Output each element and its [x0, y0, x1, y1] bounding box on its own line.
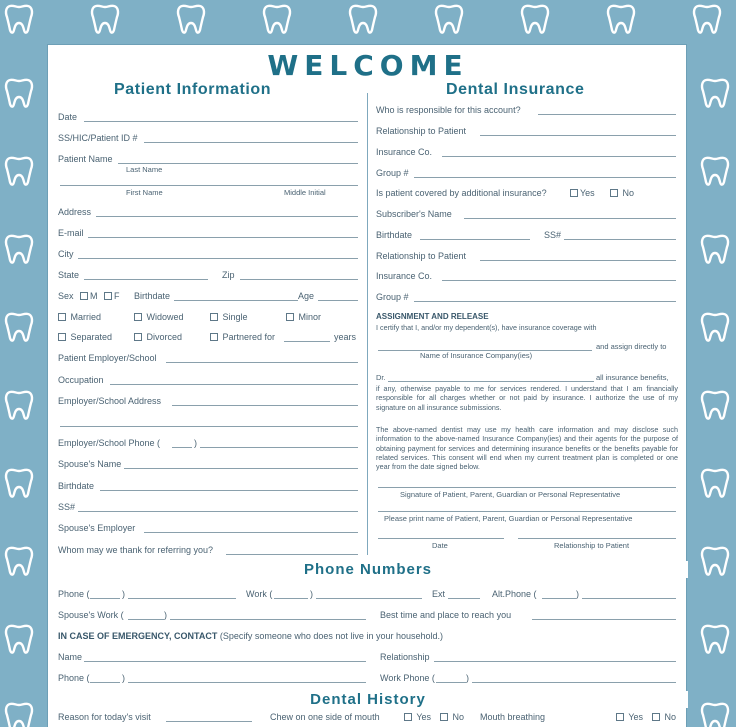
ssn-label: SS/HIC/Patient ID #: [58, 133, 138, 143]
email-label: E-mail: [58, 228, 84, 238]
tooth-icon: [2, 232, 36, 266]
sign-date-field[interactable]: [378, 538, 504, 539]
sex-row: [58, 291, 120, 301]
reason-field[interactable]: [166, 721, 252, 722]
employer-field[interactable]: [166, 362, 358, 363]
sign-relationship-caption: Relationship to Patient: [554, 541, 630, 550]
phone-numbers-heading-wrap: [48, 561, 688, 578]
tooth-icon: [698, 154, 732, 188]
relationship2-field[interactable]: [480, 260, 676, 261]
employer-address-field[interactable]: [172, 405, 358, 406]
tooth-icon: [432, 2, 466, 36]
dental-insurance-heading: Dental Insurance: [446, 81, 585, 98]
breathing-yes-checkbox[interactable]: [616, 713, 624, 721]
dental-history-heading-wrap: [48, 691, 688, 708]
spouse-birthdate-field[interactable]: [100, 490, 358, 491]
additional-yes-option: [570, 188, 595, 198]
birthdate-field[interactable]: [174, 300, 298, 301]
sign-date-caption: Date: [432, 541, 448, 550]
work-paren: ): [310, 589, 313, 599]
tooth-icon: [698, 232, 732, 266]
spouse-employer-label: Spouse's Employer: [58, 523, 136, 533]
chew-no-option: [440, 712, 464, 722]
spouse-birthdate-label: Birthdate: [58, 481, 95, 491]
patient-name-label: Patient Name: [58, 154, 113, 164]
tooth-icon: [2, 154, 36, 188]
chew-yes-checkbox[interactable]: [404, 713, 412, 721]
tooth-icon: [698, 544, 732, 578]
emergency-phone-field[interactable]: [128, 682, 366, 683]
tooth-icon: [346, 2, 380, 36]
sex-m-checkbox[interactable]: [80, 292, 88, 300]
signature-field[interactable]: [378, 487, 676, 488]
insurance-company-caption: Name of Insurance Company(ies): [420, 351, 533, 360]
city-label: City: [58, 249, 74, 259]
tooth-icon: [698, 466, 732, 500]
column-divider: [367, 93, 368, 555]
spouse-work-area-field[interactable]: [128, 619, 164, 620]
work-area-field[interactable]: [274, 598, 308, 599]
group2-field[interactable]: [414, 301, 676, 302]
dr-label: Dr.: [376, 373, 386, 382]
separated-label: Separated: [70, 332, 113, 342]
assignment-title: ASSIGNMENT AND RELEASE: [376, 312, 489, 321]
partnered-option: [210, 332, 275, 342]
additional-no-checkbox[interactable]: [610, 189, 618, 197]
emergency-name-field[interactable]: [84, 661, 366, 662]
employer-phone-field[interactable]: [200, 447, 358, 448]
breathing-no-checkbox[interactable]: [652, 713, 660, 721]
spouse-name-field[interactable]: [124, 468, 358, 469]
years-label: years: [334, 332, 357, 342]
tooth-icon: [2, 700, 36, 727]
additional-yes-checkbox[interactable]: [570, 189, 578, 197]
breathing-yes-label: Yes: [628, 712, 644, 722]
insurance-co2-field[interactable]: [442, 280, 676, 281]
tooth-icon: [698, 310, 732, 344]
partnered-label: Partnered for: [222, 332, 276, 342]
emergency-phone-label: Phone (: [58, 673, 90, 683]
emergency-work-phone-label: Work Phone (: [380, 673, 435, 683]
spouse-work-label: Spouse's Work (: [58, 610, 124, 620]
emergency-relationship-label: Relationship: [380, 652, 430, 662]
employer-phone-label: Employer/School Phone (: [58, 438, 161, 448]
full-name-field[interactable]: [60, 185, 358, 186]
first-name-caption: First Name: [126, 188, 163, 197]
print-name-caption: Please print name of Patient, Parent, Guardian or Personal Representative: [384, 514, 633, 523]
tooth-icon: [2, 466, 36, 500]
employer-address-field-2[interactable]: [60, 426, 358, 427]
tooth-icon: [518, 2, 552, 36]
divorced-label: Divorced: [146, 332, 183, 342]
spouse-employer-field[interactable]: [144, 532, 358, 533]
emergency-heading: IN CASE OF EMERGENCY, CONTACT: [58, 631, 218, 641]
ext-label: Ext: [432, 589, 446, 599]
tooth-icon: [260, 2, 294, 36]
tooth-icon: [2, 2, 36, 36]
tooth-icon: [2, 544, 36, 578]
tooth-icon: [604, 2, 638, 36]
address-field[interactable]: [96, 216, 358, 217]
alt-area-field[interactable]: [542, 598, 576, 599]
referral-field[interactable]: [226, 554, 358, 555]
dental-history-heading: Dental History: [302, 691, 434, 708]
reason-label: Reason for today's visit: [58, 712, 151, 722]
assign-directly-label: and assign directly to: [596, 342, 667, 351]
spouse-ss-label: SS#: [58, 502, 76, 512]
breathing-no-label: No: [664, 712, 677, 722]
sex-label: Sex: [58, 291, 74, 301]
patient-form-sheet: [47, 44, 687, 727]
chew-yes-label: Yes: [416, 712, 432, 722]
additional-no-label: No: [622, 188, 635, 198]
best-time-label: Best time and place to reach you: [380, 610, 512, 620]
occupation-label: Occupation: [58, 375, 104, 385]
phone-paren: ): [122, 589, 125, 599]
tooth-icon: [690, 2, 724, 36]
subscriber-field[interactable]: [464, 218, 676, 219]
employer-phone-area-field[interactable]: [172, 447, 192, 448]
patient-name-field[interactable]: [118, 163, 358, 164]
subscriber-label: Subscriber's Name: [376, 209, 452, 219]
age-field[interactable]: [318, 300, 358, 301]
tooth-icon: [698, 700, 732, 727]
city-field[interactable]: [78, 258, 358, 259]
tooth-icon: [2, 388, 36, 422]
spouse-name-label: Spouse's Name: [58, 459, 122, 469]
group-label: Group #: [376, 168, 409, 178]
spouse-work-paren: ): [164, 610, 167, 620]
married-label: Married: [70, 312, 102, 322]
emergency-phone-paren: ): [122, 673, 125, 683]
group-field[interactable]: [414, 177, 676, 178]
separated-option: [58, 332, 112, 342]
divorced-checkbox[interactable]: [134, 333, 142, 341]
relationship2-label: Relationship to Patient: [376, 251, 467, 261]
occupation-field[interactable]: [110, 384, 358, 385]
phone-label: Phone (: [58, 589, 90, 599]
subscriber-birthdate-field[interactable]: [420, 239, 530, 240]
insurance-co2-label: Insurance Co.: [376, 271, 433, 281]
widowed-option: [134, 312, 184, 322]
married-checkbox[interactable]: [58, 313, 66, 321]
relationship-field[interactable]: [480, 135, 676, 136]
middle-initial-caption: Middle Initial: [284, 188, 326, 197]
subscriber-birthdate-label: Birthdate: [376, 230, 413, 240]
additional-no-option: [610, 188, 634, 198]
emergency-work-area-field[interactable]: [436, 682, 466, 683]
group2-label: Group #: [376, 292, 409, 302]
alt-phone-field[interactable]: [582, 598, 676, 599]
tooth-icon: [698, 622, 732, 656]
widowed-checkbox[interactable]: [134, 313, 142, 321]
insurance-co-label: Insurance Co.: [376, 147, 433, 157]
emergency-relationship-field[interactable]: [434, 661, 676, 662]
responsible-label: Who is responsible for this account?: [376, 105, 521, 115]
emergency-note: (Specify someone who does not live in your household.): [219, 631, 443, 641]
patient-information-heading: Patient Information: [114, 81, 272, 98]
zip-field[interactable]: [240, 279, 358, 280]
phone-numbers-heading: Phone Numbers: [296, 561, 440, 578]
widowed-label: Widowed: [146, 312, 184, 322]
email-field[interactable]: [88, 237, 358, 238]
sex-f-label: F: [114, 291, 120, 301]
spouse-ss-field[interactable]: [78, 511, 358, 512]
tooth-icon: [2, 622, 36, 656]
employer-label: Patient Employer/School: [58, 353, 157, 363]
married-option: [58, 312, 101, 322]
additional-insurance-label: Is patient covered by additional insurance?: [376, 188, 547, 198]
assignment-text-1: I certify that I, and/or my dependent(s), have insurance coverage with: [376, 323, 597, 332]
divorced-option: [134, 332, 182, 342]
separated-checkbox[interactable]: [58, 333, 66, 341]
print-name-field[interactable]: [378, 511, 676, 512]
date-field[interactable]: [84, 121, 358, 122]
alt-paren: ): [576, 589, 579, 599]
spouse-work-field[interactable]: [170, 619, 366, 620]
alt-phone-label: Alt.Phone (: [492, 589, 537, 599]
minor-checkbox[interactable]: [286, 313, 294, 321]
emergency-phone-area-field[interactable]: [90, 682, 120, 683]
address-label: Address: [58, 207, 92, 217]
phone-field[interactable]: [128, 598, 236, 599]
referral-label: Whom may we thank for referring you?: [58, 545, 214, 555]
chew-no-label: No: [452, 712, 465, 722]
insurance-co-field[interactable]: [442, 156, 676, 157]
breathing-yes-option: [616, 712, 643, 722]
all-benefits-label: all insurance benefits,: [596, 373, 669, 382]
zip-label: Zip: [222, 270, 235, 280]
tooth-icon: [698, 76, 732, 110]
page-title: WELCOME: [267, 49, 469, 82]
state-label: State: [58, 270, 80, 280]
sex-f-checkbox[interactable]: [104, 292, 112, 300]
minor-label: Minor: [298, 312, 322, 322]
phone-area-field[interactable]: [90, 598, 120, 599]
last-name-caption: Last Name: [126, 165, 163, 174]
single-option: [210, 312, 248, 322]
tooth-icon: [2, 76, 36, 110]
single-checkbox[interactable]: [210, 313, 218, 321]
single-label: Single: [222, 312, 248, 322]
subscriber-ss-label: SS#: [544, 230, 562, 240]
partnered-years-field[interactable]: [284, 341, 330, 342]
work-phone-field[interactable]: [316, 598, 422, 599]
responsible-field[interactable]: [538, 114, 676, 115]
dentist-name-field[interactable]: [388, 381, 594, 382]
chew-yes-option: [404, 712, 431, 722]
emergency-work-paren: ): [466, 673, 469, 683]
birthdate-label: Birthdate: [134, 291, 171, 301]
sign-relationship-field[interactable]: [518, 538, 676, 539]
date-label: Date: [58, 112, 78, 122]
tooth-icon: [2, 310, 36, 344]
signature-caption: Signature of Patient, Parent, Guardian or Personal Representative: [400, 490, 621, 499]
emergency-work-phone-field[interactable]: [472, 682, 676, 683]
subscriber-ss-field[interactable]: [564, 239, 676, 240]
state-field[interactable]: [84, 279, 208, 280]
ext-field[interactable]: [448, 598, 480, 599]
best-time-field[interactable]: [532, 619, 676, 620]
emergency-row: [58, 631, 443, 641]
breathing-no-option: [652, 712, 676, 722]
employer-address-label: Employer/School Address: [58, 396, 162, 406]
chew-label: Chew on one side of mouth: [270, 712, 380, 722]
ssn-field[interactable]: [144, 142, 358, 143]
sex-m-label: M: [90, 291, 98, 301]
mouth-breathing-label: Mouth breathing: [480, 712, 546, 722]
emergency-name-label: Name: [58, 652, 83, 662]
tooth-icon: [698, 388, 732, 422]
employer-phone-paren: ): [194, 438, 197, 448]
additional-yes-label: Yes: [580, 188, 595, 198]
work-phone-label: Work (: [246, 589, 273, 599]
age-label: Age: [298, 291, 315, 301]
partnered-checkbox[interactable]: [210, 333, 218, 341]
chew-no-checkbox[interactable]: [440, 713, 448, 721]
assignment-text-2: if any, otherwise payable to me for services rendered. I understand that I am financially responsible for all charges whether or not paid by insurance. I authorize the use of my signature on all insurance submissions.: [376, 384, 678, 412]
minor-option: [286, 312, 321, 322]
tooth-icon: [174, 2, 208, 36]
tooth-icon: [88, 2, 122, 36]
relationship-label: Relationship to Patient: [376, 126, 467, 136]
consent-text: The above-named dentist may use my health care information and may disclose such information to the above-named Insurance Company(ies) and their agents for the purpose of obtaining payment for services and determining insurance benefits or the benefits payable for related services. This consent will end when my current treatment plan is completed or one year from the date signed below.: [376, 425, 678, 472]
